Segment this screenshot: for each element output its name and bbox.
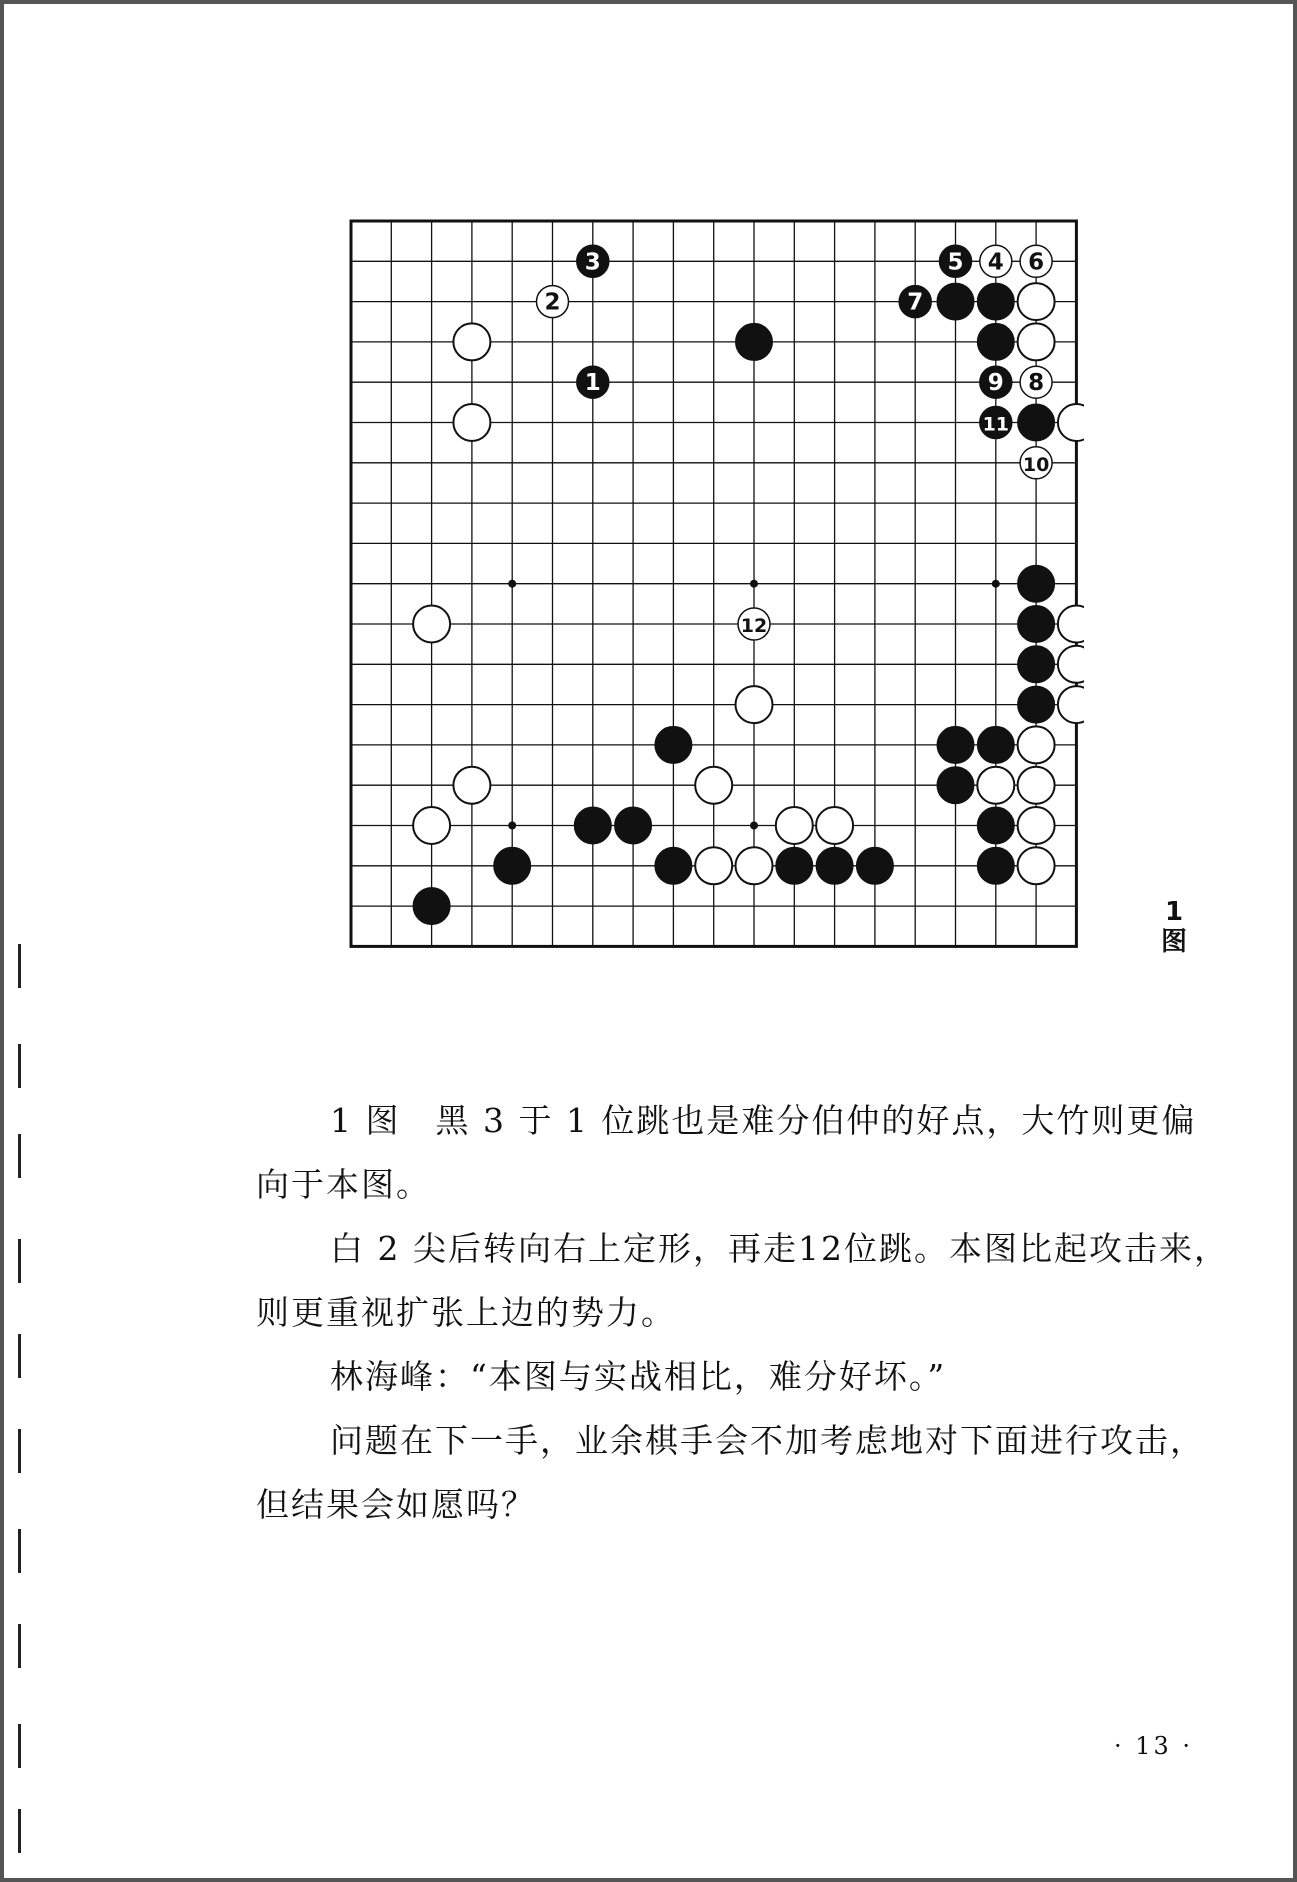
move-number: 6 [1028, 249, 1045, 276]
binding-mark [18, 1809, 21, 1853]
star-point [750, 822, 758, 830]
white-stone [1058, 646, 1084, 683]
paragraph: 林海峰：“本图与实战相比，难分好坏。” [330, 1357, 947, 1396]
move-number: 12 [740, 615, 768, 637]
go-board-figure [344, 214, 1084, 974]
white-stone [453, 323, 490, 360]
white-stone [453, 404, 490, 441]
white-stone [453, 767, 490, 804]
white-stone [695, 767, 732, 804]
binding-mark [18, 944, 21, 988]
black-stone [977, 847, 1014, 884]
star-point [508, 580, 516, 588]
commentary-text [256, 1089, 1231, 1537]
black-stone [816, 847, 853, 884]
white-stone [1018, 726, 1055, 763]
white-stone [1058, 606, 1084, 643]
binding-mark [18, 1429, 21, 1473]
paragraph: 1 图 黑 3 于 1 位跳也是难分伯仲的好点，大竹则更偏向于本图。 [256, 1101, 1197, 1204]
move-number: 7 [907, 289, 924, 316]
star-point [992, 580, 1000, 588]
black-stone [856, 847, 893, 884]
paragraph: 问题在下一手，业余棋手会不加考虑地对下面进行攻击，但结果会如愿吗？ [256, 1421, 1205, 1524]
move-number: 11 [982, 413, 1010, 436]
black-stone [776, 847, 813, 884]
white-stone [736, 847, 773, 884]
move-number: 9 [987, 370, 1004, 397]
black-stone [574, 807, 611, 844]
white-stone [1018, 323, 1055, 360]
white-stone [1018, 767, 1055, 804]
figure-label [1154, 899, 1194, 955]
move-number: 1 [584, 370, 601, 397]
figure-label-text: 图 [1160, 927, 1187, 957]
move-number: 3 [584, 249, 601, 276]
black-stone [1018, 606, 1055, 643]
move-number: 5 [947, 249, 964, 276]
white-stone [1058, 404, 1084, 441]
black-stone [1018, 565, 1055, 602]
white-stone [977, 767, 1014, 804]
move-number: 2 [544, 289, 561, 316]
black-stone [937, 283, 974, 320]
page-number: · 13 · [1114, 1732, 1194, 1760]
black-stone [655, 726, 692, 763]
binding-mark [18, 1134, 21, 1178]
black-stone [977, 283, 1014, 320]
black-stone [1018, 646, 1055, 683]
go-board [344, 214, 1084, 974]
black-stone [1018, 686, 1055, 723]
binding-mark [18, 1239, 21, 1283]
white-stone [1018, 283, 1055, 320]
figure-label-number: 1 [1164, 897, 1184, 927]
white-stone [695, 847, 732, 884]
star-point [508, 822, 516, 830]
black-stone [977, 323, 1014, 360]
move-number: 8 [1028, 370, 1045, 397]
white-stone [776, 807, 813, 844]
white-stone [816, 807, 853, 844]
white-stone [1018, 847, 1055, 884]
black-stone [736, 323, 773, 360]
black-stone [413, 888, 450, 925]
black-stone [937, 767, 974, 804]
white-stone [413, 807, 450, 844]
star-point [750, 580, 758, 588]
white-stone [1058, 686, 1084, 723]
black-stone [655, 847, 692, 884]
move-number: 10 [1022, 453, 1050, 476]
move-number: 4 [987, 249, 1004, 276]
black-stone [615, 807, 652, 844]
black-stone [937, 726, 974, 763]
binding-mark [18, 1044, 21, 1088]
white-stone [1018, 807, 1055, 844]
white-stone [736, 686, 773, 723]
binding-mark [18, 1529, 21, 1573]
black-stone [977, 726, 1014, 763]
white-stone [413, 606, 450, 643]
binding-mark [18, 1624, 21, 1668]
black-stone [977, 807, 1014, 844]
binding-mark [18, 1724, 21, 1768]
paragraph: 白 2 尖后转向右上定形，再走12位跳。本图比起攻击来，则更重视扩张上边的势力。 [256, 1229, 1229, 1332]
black-stone [494, 847, 531, 884]
black-stone [1018, 404, 1055, 441]
binding-mark [18, 1334, 21, 1378]
